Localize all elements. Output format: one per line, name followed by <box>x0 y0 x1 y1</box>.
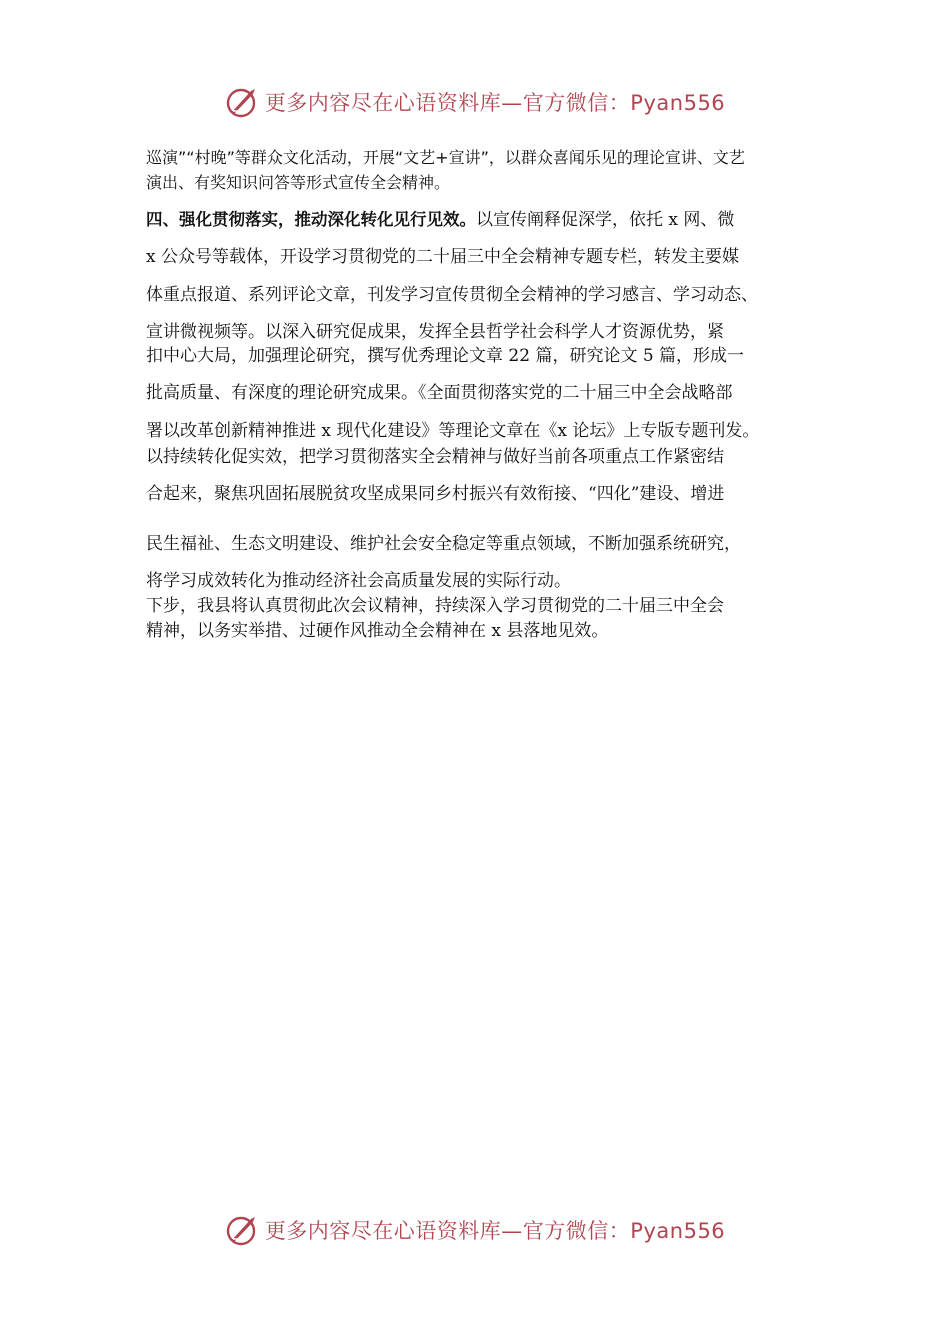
quill-pen-logo-icon <box>225 1213 259 1247</box>
body-line: 以持续转化促实效，把学习贯彻落实全会精神与做好当前各项重点工作紧密结 <box>146 447 724 467</box>
body-line: 合起来，聚焦巩固拓展脱贫攻坚成果同乡村振兴有效衔接、“四化”建设、增进 <box>146 484 725 504</box>
section-4-paragraph-start <box>146 209 826 231</box>
body-line: x 公众号等载体，开设学习贯彻党的二十届三中全会精神专题专栏，转发主要媒 <box>146 247 739 267</box>
body-line: 体重点报道、系列评论文章，刊发学习宣传贯彻全会精神的学习感言、学习动态、 <box>146 285 758 305</box>
footer-banner-text: 更多内容尽在心语资料库—官方微信：Pyan556 <box>264 1219 726 1243</box>
body-line: 将学习成效转化为推动经济社会高质量发展的实际行动。 <box>146 571 571 591</box>
body-line: 署以改革创新精神推进 x 现代化建设》等理论文章在《x 论坛》上专版专题刊发。 <box>146 421 760 441</box>
header-banner-text: 更多内容尽在心语资料库—官方微信：Pyan556 <box>264 91 726 115</box>
body-line: 宣讲微视频等。以深入研究促成果，发挥全县哲学社会科学人才资源优势，紧 <box>146 322 724 342</box>
footer-banner <box>0 1210 950 1250</box>
section-4-heading: 四、强化贯彻落实，推动深化转化见行见效。 <box>146 210 476 229</box>
header-banner <box>0 82 950 122</box>
body-line: 下步，我县将认真贯彻此次会议精神，持续深入学习贯彻党的二十届三中全会 <box>146 596 724 616</box>
body-line: 批高质量、有深度的理论研究成果。《全面贯彻落实党的二十届三中全会战略部 <box>146 383 733 403</box>
body-line: 演出、有奖知识问答等形式宣传全会精神。 <box>146 173 451 192</box>
quill-pen-logo-icon <box>225 85 259 119</box>
body-line: 扣中心大局，加强理论研究，撰写优秀理论文章 22 篇，研究论文 5 篇，形成一 <box>146 346 745 366</box>
body-line: 巡演”“村晚”等群众文化活动，开展“文艺+宣讲”，以群众喜闻乐见的理论宣讲、文艺 <box>146 148 745 167</box>
section-4-intro: 以宣传阐释促深学，依托 x 网、微 <box>476 210 735 230</box>
body-line: 精神，以务实举措、过硬作风推动全会精神在 x 县落地见效。 <box>146 621 609 641</box>
body-line: 民生福祉、生态文明建设、维护社会安全稳定等重点领域，不断加强系统研究， <box>146 534 741 554</box>
